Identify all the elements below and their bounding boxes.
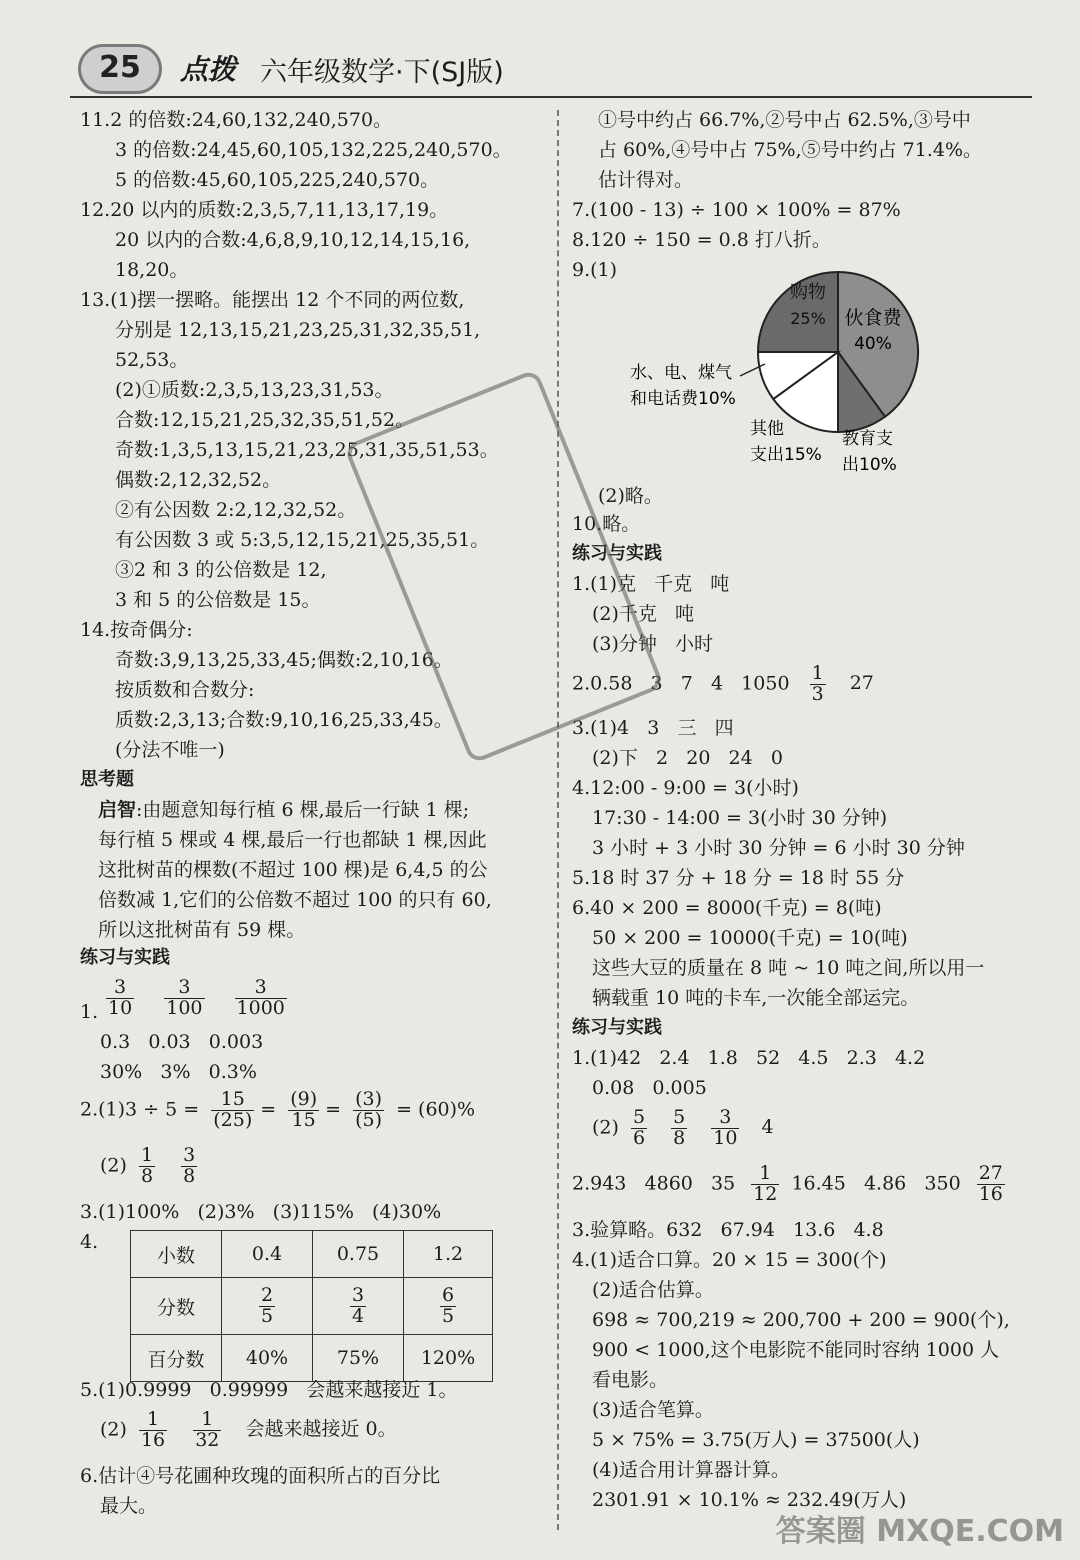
brand-logo: 点拨 <box>180 53 237 86</box>
text-line: 6.估计④号花圃种玫瑰的面积所占的百分比 <box>80 1465 441 1487</box>
pie-label-other-2: 支出15% <box>750 445 822 465</box>
pie-value-shopping: 25% <box>790 309 826 328</box>
table-cell: 0.75 <box>313 1231 404 1278</box>
pie-label-utilities-2: 和电话费10% <box>630 389 736 409</box>
table-row <box>131 1231 493 1278</box>
pie-label-other: 其他 <box>750 419 784 439</box>
table-cell: 0.4 <box>222 1231 313 1278</box>
text-line: 4.(1)适合口算。20 × 15 = 300(个) <box>572 1249 887 1271</box>
pie-label-shopping: 购物 <box>790 282 826 303</box>
q1-label: 1. <box>80 1001 99 1023</box>
text-line: (2)适合估算。 <box>592 1279 714 1301</box>
text-line: ③2 和 3 的公倍数是 12, <box>115 559 327 581</box>
text-line: 1.(1)42 2.4 1.8 52 4.5 2.3 4.2 <box>572 1047 926 1069</box>
text-line: (3)分钟 小时 <box>592 633 714 655</box>
fraction: $\frac{3}{1000}$ <box>236 976 285 1019</box>
text-line: 偶数:2,12,32,52。 <box>115 469 282 491</box>
table-row <box>131 1278 493 1335</box>
text-line: 看电影。 <box>592 1369 669 1391</box>
table-cell: 75% <box>313 1335 404 1382</box>
text-line: 6.40 × 200 = 8000(千克) = 8(吨) <box>572 897 882 919</box>
bookstore-stamp <box>343 369 664 765</box>
page-number: 25 <box>99 50 141 85</box>
table-row <box>131 1335 493 1382</box>
fraction: $\frac{15}{(25)}$ <box>213 1088 253 1131</box>
text-line: 最大。 <box>100 1495 158 1517</box>
pie-label-utilities: 水、电、煤气 <box>630 363 732 383</box>
table-cell: $\frac{6}{5}$ <box>404 1278 493 1335</box>
text-line: 3.验算略。632 67.94 13.6 4.8 <box>572 1219 884 1241</box>
section-title-practice: 练习与实践 <box>80 947 170 968</box>
text-line: ①号中约占 66.7%,②号中占 62.5%,③号中 <box>598 109 971 131</box>
text-line: 0.08 0.005 <box>592 1077 707 1099</box>
text-line: 辆载重 10 吨的卡车,一次能全部运完。 <box>592 987 920 1009</box>
text-line: 占 60%,④号中占 75%,⑤号中约占 71.4%。 <box>598 139 983 161</box>
q1-fractions <box>100 978 293 1019</box>
text-line: 3.(1)4 3 三 四 <box>572 717 734 739</box>
text-line: 有公因数 3 或 5:3,5,12,15,21,25,35,51。 <box>115 529 490 551</box>
text-line: 3 和 5 的公倍数是 15。 <box>115 589 321 611</box>
table-cell: $\frac{3}{4}$ <box>313 1278 404 1335</box>
hint-label: 启智 <box>98 799 137 821</box>
pie-label-education: 教育支 <box>842 429 893 449</box>
text-line: 5 × 75% = 3.75(万人) = 37500(人) <box>592 1429 920 1451</box>
text-line: 3 的倍数:24,45,60,105,132,225,240,570。 <box>115 139 512 161</box>
text-line: (分法不唯一) <box>115 739 225 761</box>
table-cell: 1.2 <box>404 1231 493 1278</box>
book-title: 六年级数学·下(SJ版) <box>260 57 504 88</box>
text-line: 698 ≈ 700,219 ≈ 200,700 + 200 = 900(个), <box>592 1309 1010 1331</box>
fraction: $\frac{3}{10}$ <box>108 976 133 1019</box>
pie-label-food: 伙食费 <box>844 307 902 329</box>
text-line: 按质数和合数分: <box>115 679 255 701</box>
text-line: 12.20 以内的质数:2,3,5,7,11,13,17,19。 <box>80 199 449 221</box>
text-line: 5.18 时 37 分 + 18 分 = 18 时 55 分 <box>572 867 905 889</box>
page-number-badge <box>78 44 162 94</box>
fraction: $\frac{27}{16}$ <box>978 1162 1003 1205</box>
text-line: 奇数:1,3,5,13,15,21,23,25,31,35,51,53。 <box>115 439 499 461</box>
hint-text: :由题意知每行植 6 棵,最后一行缺 1 棵; <box>136 799 470 821</box>
text-line: 所以这批树苗有 59 棵。 <box>98 919 306 941</box>
q4-label: 4. <box>80 1231 99 1253</box>
text-line: 50 × 200 = 10000(千克) = 10(吨) <box>592 927 908 949</box>
table-header-cell: 百分数 <box>131 1335 222 1382</box>
table-header-cell: 分数 <box>131 1278 222 1335</box>
text-line: 每行植 5 棵或 4 棵,最后一行也都缺 1 棵,因此 <box>98 829 487 851</box>
text-line: 13.(1)摆一摆略。能摆出 12 个不同的两位数, <box>80 289 465 311</box>
fraction: $\frac{5}{8}$ <box>673 1106 686 1149</box>
fraction: $\frac{1}{12}$ <box>753 1162 778 1205</box>
text-line: 2301.91 × 10.1% ≈ 232.49(万人) <box>592 1489 907 1511</box>
text-line: 3.(1)100% (2)3% (3)115% (4)30% <box>80 1201 442 1223</box>
pie-chart <box>630 252 960 484</box>
fraction: $\frac{3}{10}$ <box>713 1106 738 1149</box>
text-line <box>98 800 469 821</box>
text-line: 10.略。 <box>572 513 641 535</box>
text-line: 0.3 0.03 0.003 <box>100 1031 264 1053</box>
text-line: 这批树苗的棵数(不超过 100 棵)是 6,4,5 的公 <box>98 859 488 881</box>
fraction: $\frac{1}{32}$ <box>195 1408 220 1451</box>
pie-label-education-2: 出10% <box>842 455 897 475</box>
text-line: 1.(1)克 千克 吨 <box>572 573 730 595</box>
table-cell: $\frac{2}{5}$ <box>222 1278 313 1335</box>
text-line: 11.2 的倍数:24,60,132,240,570。 <box>80 109 393 131</box>
q2a-line: 2.(1)3 ÷ 5 = $\frac{15}{(25)}$ = $\frac{(9)}{15}$ = $\frac{(3)}{(5)}$ = (60)% <box>80 1088 476 1131</box>
text-line: (2)下 2 20 24 0 <box>592 747 783 769</box>
pie-value-food: 40% <box>854 334 892 354</box>
text-line: (3)适合笔算。 <box>592 1399 714 1421</box>
text-line: 30% 3% 0.3% <box>100 1061 257 1083</box>
text-line: 20 以内的合数:4,6,8,9,10,12,14,15,16, <box>115 229 471 251</box>
text-line: 这些大豆的质量在 8 吨 ~ 10 吨之间,所以用一 <box>592 957 985 979</box>
section-title-practice: 练习与实践 <box>572 543 662 564</box>
text-line: 18,20。 <box>115 259 189 281</box>
column-divider <box>557 110 559 1530</box>
text-line: 奇数:3,9,13,25,33,45;偶数:2,10,16。 <box>115 649 453 671</box>
text-line: 9.(1) <box>572 259 618 281</box>
text-line: 合数:12,15,21,25,32,35,51,52。 <box>115 409 415 431</box>
text-line: 3 小时 + 3 小时 30 分钟 = 6 小时 30 分钟 <box>592 837 965 859</box>
fraction: $\frac{3}{8}$ <box>183 1144 196 1187</box>
text-line: (2)略。 <box>598 485 663 507</box>
s2-line: 2.0.58 3 7 4 1050 $\frac{1}{3}$ 27 <box>572 662 874 705</box>
text-line: 估计得对。 <box>598 169 694 191</box>
table-cell: 120% <box>404 1335 493 1382</box>
q5b-line: (2) $\frac{1}{16}$ $\frac{1}{32}$ 会越来越接近 0。 <box>100 1408 397 1451</box>
fraction: $\frac{5}{6}$ <box>632 1106 646 1149</box>
text-line: 5.(1)0.9999 0.99999 会越来越接近 1。 <box>80 1379 458 1401</box>
conversion-table <box>130 1230 493 1382</box>
text-line: (2)①质数:2,3,5,13,23,31,53。 <box>115 379 394 401</box>
text-line: 5 的倍数:45,60,105,225,240,570。 <box>115 169 440 191</box>
fraction: $\frac{1}{3}$ <box>811 662 824 705</box>
text-line: 分别是 12,13,15,21,23,25,31,32,35,51, <box>115 319 481 341</box>
table-header-cell: 小数 <box>131 1231 222 1278</box>
q2b-line: (2) $\frac{1}{8}$ $\frac{3}{8}$ <box>100 1144 196 1187</box>
fraction: $\frac{(9)}{15}$ <box>290 1088 318 1131</box>
text-line: 质数:2,3,13;合数:9,10,16,25,33,45。 <box>115 709 453 731</box>
fraction: $\frac{1}{16}$ <box>140 1408 166 1451</box>
table-cell: 40% <box>222 1335 313 1382</box>
text-line: 900 < 1000,这个电影院不能同时容纳 1000 人 <box>592 1339 1000 1361</box>
header-rule <box>70 96 1032 98</box>
text-line: ②有公因数 2:2,12,32,52。 <box>115 499 357 521</box>
fraction: $\frac{1}{8}$ <box>140 1144 154 1187</box>
fraction: $\frac{(3)}{(5)}$ <box>355 1088 383 1131</box>
text-line: 8.120 ÷ 150 = 0.8 打八折。 <box>572 229 831 251</box>
section-title-practice: 练习与实践 <box>572 1017 662 1038</box>
text-line: 14.按奇偶分: <box>80 619 193 641</box>
t2-line: 2.943 4860 35 $\frac{1}{12}$ 16.45 4.86 350 $\frac{27}{16}$ <box>572 1162 1003 1205</box>
fraction: $\frac{3}{100}$ <box>166 976 203 1019</box>
text-line: 7.(100 - 13) ÷ 100 × 100% = 87% <box>572 199 901 221</box>
text-line: (2)千克 吨 <box>592 603 695 625</box>
section-title-think: 思考题 <box>80 769 134 790</box>
site-watermark: 答案圈 MXQE.COM <box>775 1514 1064 1549</box>
t1c-line: (2) $\frac{5}{6}$ $\frac{5}{8}$ $\frac{3}{10}$ 4 <box>592 1106 774 1149</box>
text-line: (4)适合用计算器计算。 <box>592 1459 790 1481</box>
text-line: 倍数减 1,它们的公倍数不超过 100 的只有 60, <box>98 889 492 911</box>
text-line: 52,53。 <box>115 349 189 371</box>
text-line: 17:30 - 14:00 = 3(小时 30 分钟) <box>592 807 888 829</box>
page-header <box>70 40 1030 96</box>
text-line: 4.12:00 - 9:00 = 3(小时) <box>572 777 799 799</box>
